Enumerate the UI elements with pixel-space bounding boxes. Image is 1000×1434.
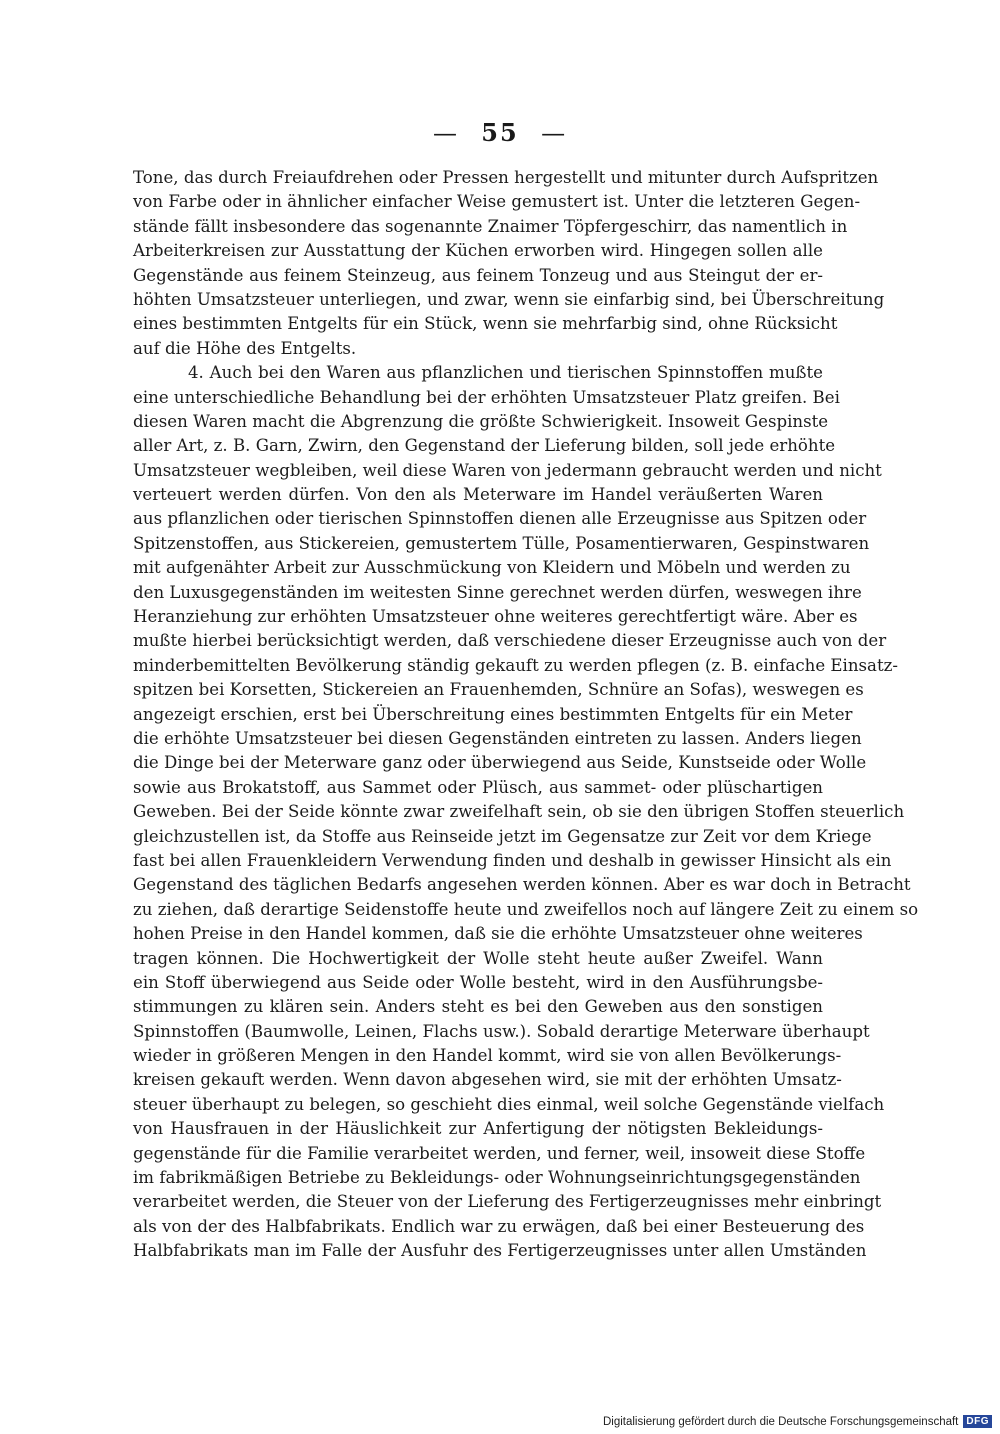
text-line: Geweben. Bei der Seide könnte zwar zweifelhaft sein, ob sie den übrigen Stoffen steuerlich [133, 802, 905, 822]
text-line: höhten Umsatzsteuer unterliegen, und zwar, wenn sie einfarbig sind, bei Überschreitung [133, 289, 885, 309]
text-line: auf die Höhe des Entgelts. [133, 338, 357, 358]
text-line: verteuert werden dürfen. Von den als Meterware im Handel veräußerten Waren [133, 485, 823, 505]
page-header [0, 118, 1000, 147]
text-line: Heranziehung zur erhöhten Umsatzsteuer ohne weiteres gerechtfertigt wäre. Aber es [133, 607, 858, 627]
text-line: Gegenstand des täglichen Bedarfs angesehen werden können. Aber es war doch in Betracht [133, 875, 911, 895]
text-line: wieder in größeren Mengen in den Handel kommt, wird sie von allen Bevölkerungs- [133, 1046, 842, 1066]
text-line: aller Art, z. B. Garn, Zwirn, den Gegenstand der Lieferung bilden, soll jede erhöhte [133, 436, 836, 456]
text-line: fast bei allen Frauenkleidern Verwendung finden und deshalb in gewisser Hinsicht als ein [133, 850, 892, 870]
text-line: Halbfabrikats man im Falle der Ausfuhr des Fertigerzeugnisses unter allen Umständen [133, 1241, 867, 1261]
text-line: minderbemittelten Bevölkerung ständig gekauft zu werden pflegen (z. B. einfache Einsatz- [133, 655, 898, 675]
text-line: Spinnstoffen (Baumwolle, Leinen, Flachs usw.). Sobald derartige Meterware überhaupt [133, 1021, 870, 1041]
text-line: Umsatzsteuer wegbleiben, weil diese Waren von jedermann gebraucht werden und nicht [133, 460, 882, 480]
text-line: gleichzustellen ist, da Stoffe aus Reinseide jetzt im Gegensatze zur Zeit vor dem Kriege [133, 826, 872, 846]
text-line: hohen Preise in den Handel kommen, daß sie die erhöhte Umsatzsteuer ohne weiteres [133, 924, 863, 944]
text-line: Tone, das durch Freiaufdrehen oder Pressen hergestellt und mitunter durch Aufspritzen [133, 168, 879, 187]
text-line: von Farbe oder in ähnlicher einfacher Weise gemustert ist. Unter die letzteren Gegen- [133, 192, 861, 212]
text-line: ein Stoff überwiegend aus Seide oder Wolle besteht, wird in den Ausführungsbe- [133, 972, 823, 992]
text-line: die erhöhte Umsatzsteuer bei diesen Gegenständen eintreten zu lassen. Anders liegen [133, 728, 862, 748]
text-line: von Hausfrauen in der Häuslichkeit zur Anfertigung der nötigsten Bekleidungs- [133, 1119, 823, 1139]
text-line: Spitzenstoffen, aus Stickereien, gemustertem Tülle, Posamentierwaren, Gespinstwaren [133, 533, 870, 553]
text-line: tragen können. Die Hochwertigkeit der Wolle steht heute außer Zweifel. Wann [133, 948, 823, 968]
text-line: die Dinge bei der Meterware ganz oder überwiegend aus Seide, Kunstseide oder Wolle [133, 753, 867, 773]
text-line: eine unterschiedliche Behandlung bei der erhöhten Umsatzsteuer Platz greifen. Bei [133, 387, 840, 407]
text-line: verarbeitet werden, die Steuer von der Lieferung des Fertigerzeugnisses mehr einbringt [133, 1192, 882, 1212]
header-dash-right: — [541, 119, 568, 147]
text-line: spitzen bei Korsetten, Stickereien an Frauenhemden, Schnüre an Sofas), weswegen es [133, 680, 864, 700]
text-line: aus pflanzlichen oder tierischen Spinnstoffen dienen alle Erzeugnisse aus Spitzen oder [133, 509, 867, 529]
text-line: stimmungen zu klären sein. Anders steht es bei den Geweben aus den sonstigen [133, 997, 823, 1017]
text-line: mit aufgenähter Arbeit zur Ausschmückung von Kleidern und Möbeln und werden zu [133, 558, 851, 578]
text-line: kreisen gekauft werden. Wenn davon abgesehen wird, sie mit der erhöhten Umsatz- [133, 1070, 842, 1090]
text-line: eines bestimmten Entgelts für ein Stück, wenn sie mehrfarbig sind, ohne Rücksicht [133, 314, 838, 334]
credit-text: Digitalisierung gefördert durch die Deutsche Forschungsgemeinschaft [602, 1415, 959, 1428]
text-line: zu ziehen, daß derartige Seidenstoffe heute und zweifellos noch auf längere Zeit zu einem so [133, 899, 919, 919]
page-number: 55 [481, 118, 519, 147]
digitization-credit [603, 1415, 992, 1428]
text-line: Gegenstände aus feinem Steinzeug, aus feinem Tonzeug und aus Steingut der er- [133, 265, 823, 285]
text-line: steuer überhaupt zu belegen, so geschieht dies einmal, weil solche Gegenstände vielfach [133, 1094, 885, 1114]
text-line: gegenstände für die Familie verarbeitet werden, und ferner, weil, insoweit diese Stoffe [133, 1143, 866, 1163]
header-dash-left: — [432, 119, 459, 147]
text-line: den Luxusgegenständen im weitesten Sinne gerechnet werden dürfen, weswegen ihre [133, 582, 862, 602]
body-text [133, 166, 919, 1264]
text-line: mußte hierbei berücksichtigt werden, daß verschiedene dieser Erzeugnisse auch von der [133, 631, 887, 651]
text-line: stände fällt insbesondere das sogenannte Znaimer Töpfergeschirr, das namentlich in [133, 216, 848, 236]
text-line: sowie aus Brokatstoff, aus Sammet oder Plüsch, aus sammet- oder plüschartigen [133, 777, 823, 797]
text-line: diesen Waren macht die Abgrenzung die größte Schwierigkeit. Insoweit Gespinste [133, 411, 829, 431]
text-line: Arbeiterkreisen zur Ausstattung der Küchen erworben wird. Hingegen sollen alle [133, 241, 823, 261]
text-line: im fabrikmäßigen Betriebe zu Bekleidungs- oder Wohnungseinrichtungsgegenständen [133, 1168, 861, 1188]
text-line: als von der des Halbfabrikats. Endlich war zu erwägen, daß bei einer Besteuerung des [133, 1216, 865, 1236]
text-line: 4. Auch bei den Waren aus pflanzlichen und tierischen Spinnstoffen mußte [188, 363, 823, 383]
text-line: angezeigt erschien, erst bei Überschreitung eines bestimmten Entgelts für ein Meter [133, 704, 853, 724]
dfg-logo: DFG [963, 1415, 992, 1428]
